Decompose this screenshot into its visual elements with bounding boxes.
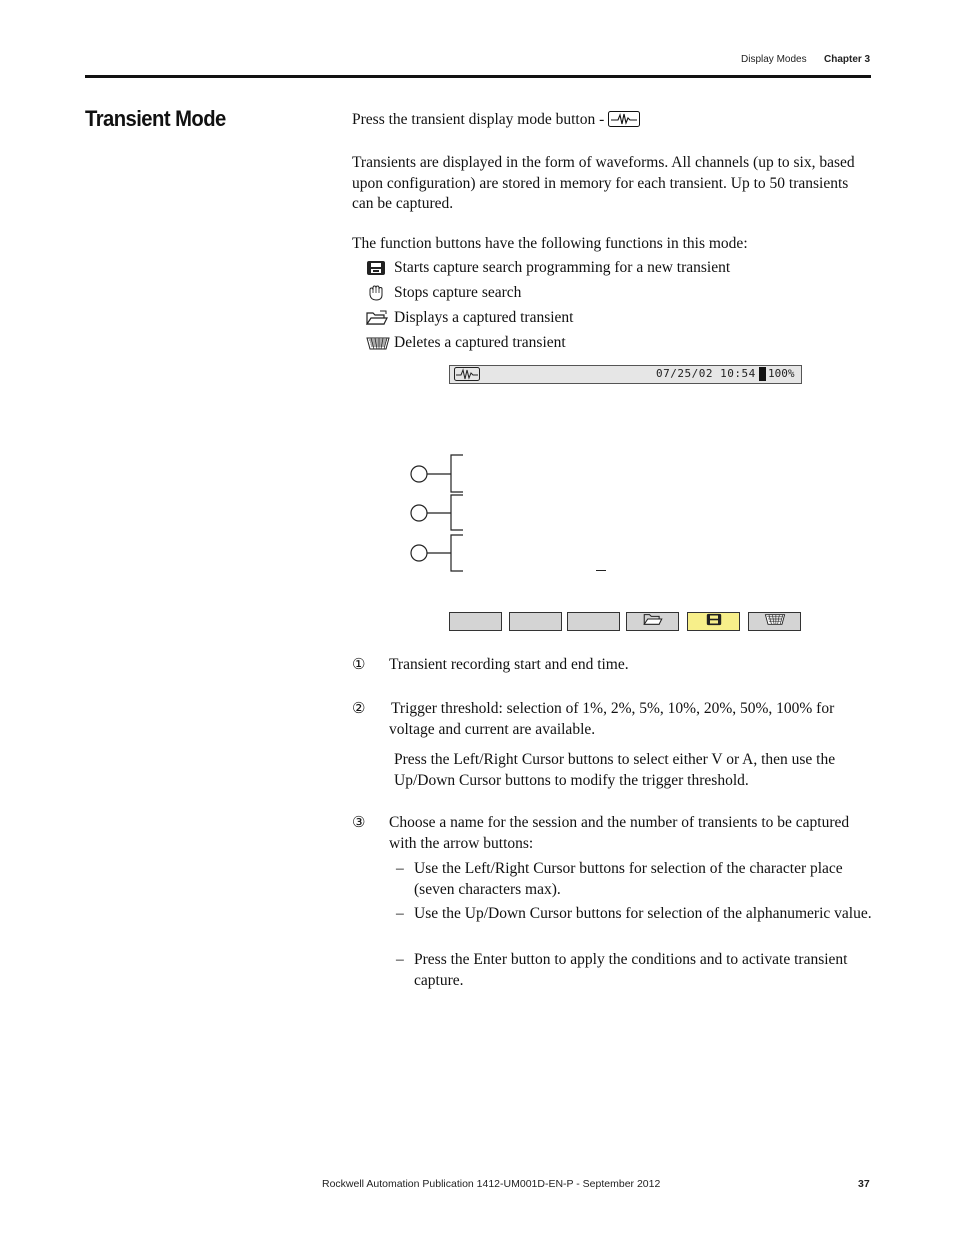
- intro-paragraph-2: The function buttons have the following functions in this mode:: [352, 235, 748, 252]
- bullet-marker: –: [396, 905, 404, 922]
- intro-paragraph-1: Transients are displayed in the form of waveforms. All channels (up to six, based upon configuration) are stored in memory for each transient. Up to 50 transients can be captured.: [352, 154, 855, 212]
- status-datetime: 07/25/02 10:54: [656, 367, 756, 380]
- function-button-new[interactable]: [687, 612, 740, 631]
- function-item-display: [366, 309, 573, 327]
- note-text: Trigger threshold: selection of 1%, 2%, 5%, 10%, 20%, 50%, 100% for voltage and current are available.: [389, 700, 835, 738]
- function-label: Stops capture search: [394, 284, 522, 301]
- header-chapter: Chapter 3: [824, 54, 871, 65]
- page-title: Transient Mode: [85, 106, 226, 131]
- save-icon: [706, 613, 722, 631]
- device-status-bar: [449, 365, 802, 384]
- function-button-1[interactable]: [449, 612, 502, 631]
- waveform-icon: [454, 367, 480, 386]
- folder-open-icon: [366, 309, 390, 327]
- note-number: ③: [352, 815, 366, 831]
- list-item-text: Use the Left/Right Cursor buttons for selection of the character place (seven characters max).: [414, 860, 843, 898]
- note-number: ②: [352, 701, 366, 717]
- function-button-2[interactable]: [509, 612, 562, 631]
- function-item-stop: [366, 284, 521, 302]
- function-button-delete[interactable]: [748, 612, 801, 631]
- function-label: Starts capture search programming for a new transient: [394, 259, 731, 276]
- footer-publication: Rockwell Automation Publication 1412-UM001D-EN-P - September 2012: [322, 1178, 661, 1190]
- function-label: Displays a captured transient: [394, 309, 574, 326]
- header-rule: [85, 75, 871, 78]
- bullet-marker: –: [396, 951, 404, 968]
- save-icon: [366, 259, 390, 277]
- function-label: Deletes a captured transient: [394, 334, 566, 351]
- hand-icon: [366, 284, 390, 302]
- note-number: ①: [352, 657, 366, 673]
- waveform-icon: [608, 111, 640, 127]
- function-item-delete: [366, 334, 566, 352]
- trash-icon: [763, 612, 787, 631]
- callout-brackets: [405, 450, 475, 580]
- press-line: [352, 110, 872, 131]
- note-text: Press the Left/Right Cursor buttons to select either V or A, then use the Up/Down Cursor buttons to modify the trigger threshold.: [394, 751, 836, 789]
- list-item-text: Use the Up/Down Cursor buttons for selection of the alphanumeric value.: [414, 905, 872, 922]
- page-number: 37: [858, 1178, 870, 1190]
- function-item-new: [366, 259, 730, 277]
- note-text: Transient recording start and end time.: [389, 656, 629, 673]
- note-text: Choose a name for the session and the number of transients to be captured with the arrow buttons:: [389, 814, 850, 852]
- battery-percent: 100%: [768, 367, 795, 380]
- folder-open-icon: [642, 612, 664, 631]
- function-button-3[interactable]: [567, 612, 620, 631]
- press-text: Press the transient display mode button -: [352, 111, 609, 128]
- list-item-text: Press the Enter button to apply the conditions and to activate transient capture.: [414, 951, 848, 989]
- bullet-marker: –: [396, 860, 404, 877]
- cursor-mark: [596, 570, 606, 571]
- battery-icon: [759, 367, 766, 381]
- function-button-display[interactable]: [626, 612, 679, 631]
- header-section: Display Modes: [741, 54, 807, 65]
- trash-icon: [366, 334, 390, 352]
